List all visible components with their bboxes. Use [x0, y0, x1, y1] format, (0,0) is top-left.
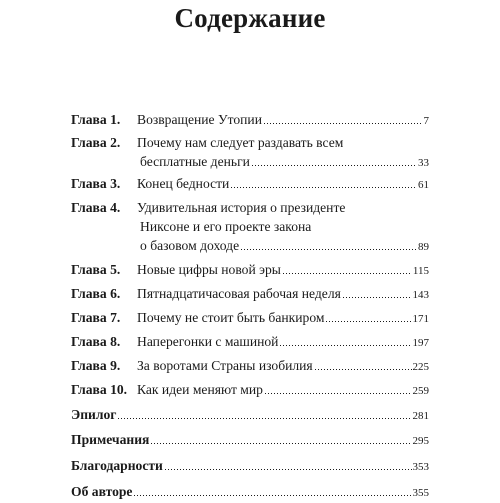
page-number: 225: [412, 361, 429, 373]
dot-leader: [164, 469, 412, 470]
page-number: 61: [418, 179, 429, 191]
page-number: 281: [412, 410, 429, 422]
page-title: Содержание: [174, 3, 326, 33]
chapter-label: Глава 5.: [71, 262, 121, 277]
dot-leader: [150, 443, 411, 444]
chapter-label: Глава 6.: [71, 286, 121, 301]
page-number: 295: [412, 435, 429, 447]
dot-leader: [314, 369, 412, 370]
chapter-label: Глава 4.: [71, 200, 121, 215]
chapter-title: Почему не стоит быть банкиром: [137, 310, 325, 325]
chapter-label: Глава 7.: [71, 310, 121, 325]
page-number: 355: [412, 487, 429, 499]
section-title: Благодарности: [71, 458, 163, 473]
page-number: 259: [412, 385, 429, 397]
dot-leader: [240, 249, 417, 250]
chapter-label: Глава 3.: [71, 176, 121, 191]
chapter-label: Глава 1.: [71, 112, 121, 127]
chapter-title: Конец бедности: [137, 176, 230, 191]
dot-leader: [342, 297, 412, 298]
page-number: 115: [412, 265, 429, 277]
chapter-title: Новые цифры новой эры: [137, 262, 281, 277]
chapter-title: Возвращение Утопии: [137, 112, 262, 127]
dot-leader: [230, 187, 417, 188]
page-number: 171: [412, 313, 429, 325]
page-number: 353: [412, 461, 429, 473]
dot-leader: [117, 418, 411, 419]
page-number: 143: [412, 289, 429, 301]
section-title: Эпилог: [71, 407, 117, 422]
page-number: 89: [418, 241, 429, 253]
chapter-title: Наперегонки с машиной: [137, 334, 279, 349]
chapter-title: Как идеи меняют мир: [137, 382, 263, 397]
dot-leader: [263, 123, 423, 124]
chapter-label: Глава 9.: [71, 358, 121, 373]
chapter-title-line: о базовом доходе: [140, 238, 240, 253]
dot-leader: [279, 345, 411, 346]
page-number: 197: [412, 337, 429, 349]
section-title: Об авторе: [71, 484, 133, 499]
chapter-label: Глава 10.: [71, 382, 128, 397]
dot-leader: [282, 273, 412, 274]
section-title: Примечания: [71, 432, 150, 447]
chapter-title-line: Удивительная история о президенте: [137, 200, 346, 215]
dot-leader: [325, 321, 411, 322]
chapter-label: Глава 2.: [71, 135, 121, 150]
chapter-title-line: бесплатные деньги: [140, 154, 250, 169]
chapter-title-line: Почему нам следует раздавать всем: [137, 135, 344, 150]
dot-leader: [251, 165, 417, 166]
chapter-title: За воротами Страны изобилия: [137, 358, 313, 373]
page-number: 33: [418, 157, 429, 169]
dot-leader: [133, 495, 411, 496]
dot-leader: [264, 393, 412, 394]
page-number: 7: [423, 115, 429, 127]
chapter-label: Глава 8.: [71, 334, 121, 349]
chapter-title-line: Никсоне и его проекте закона: [140, 219, 312, 234]
chapter-title: Пятнадцатичасовая рабочая неделя: [137, 286, 341, 301]
